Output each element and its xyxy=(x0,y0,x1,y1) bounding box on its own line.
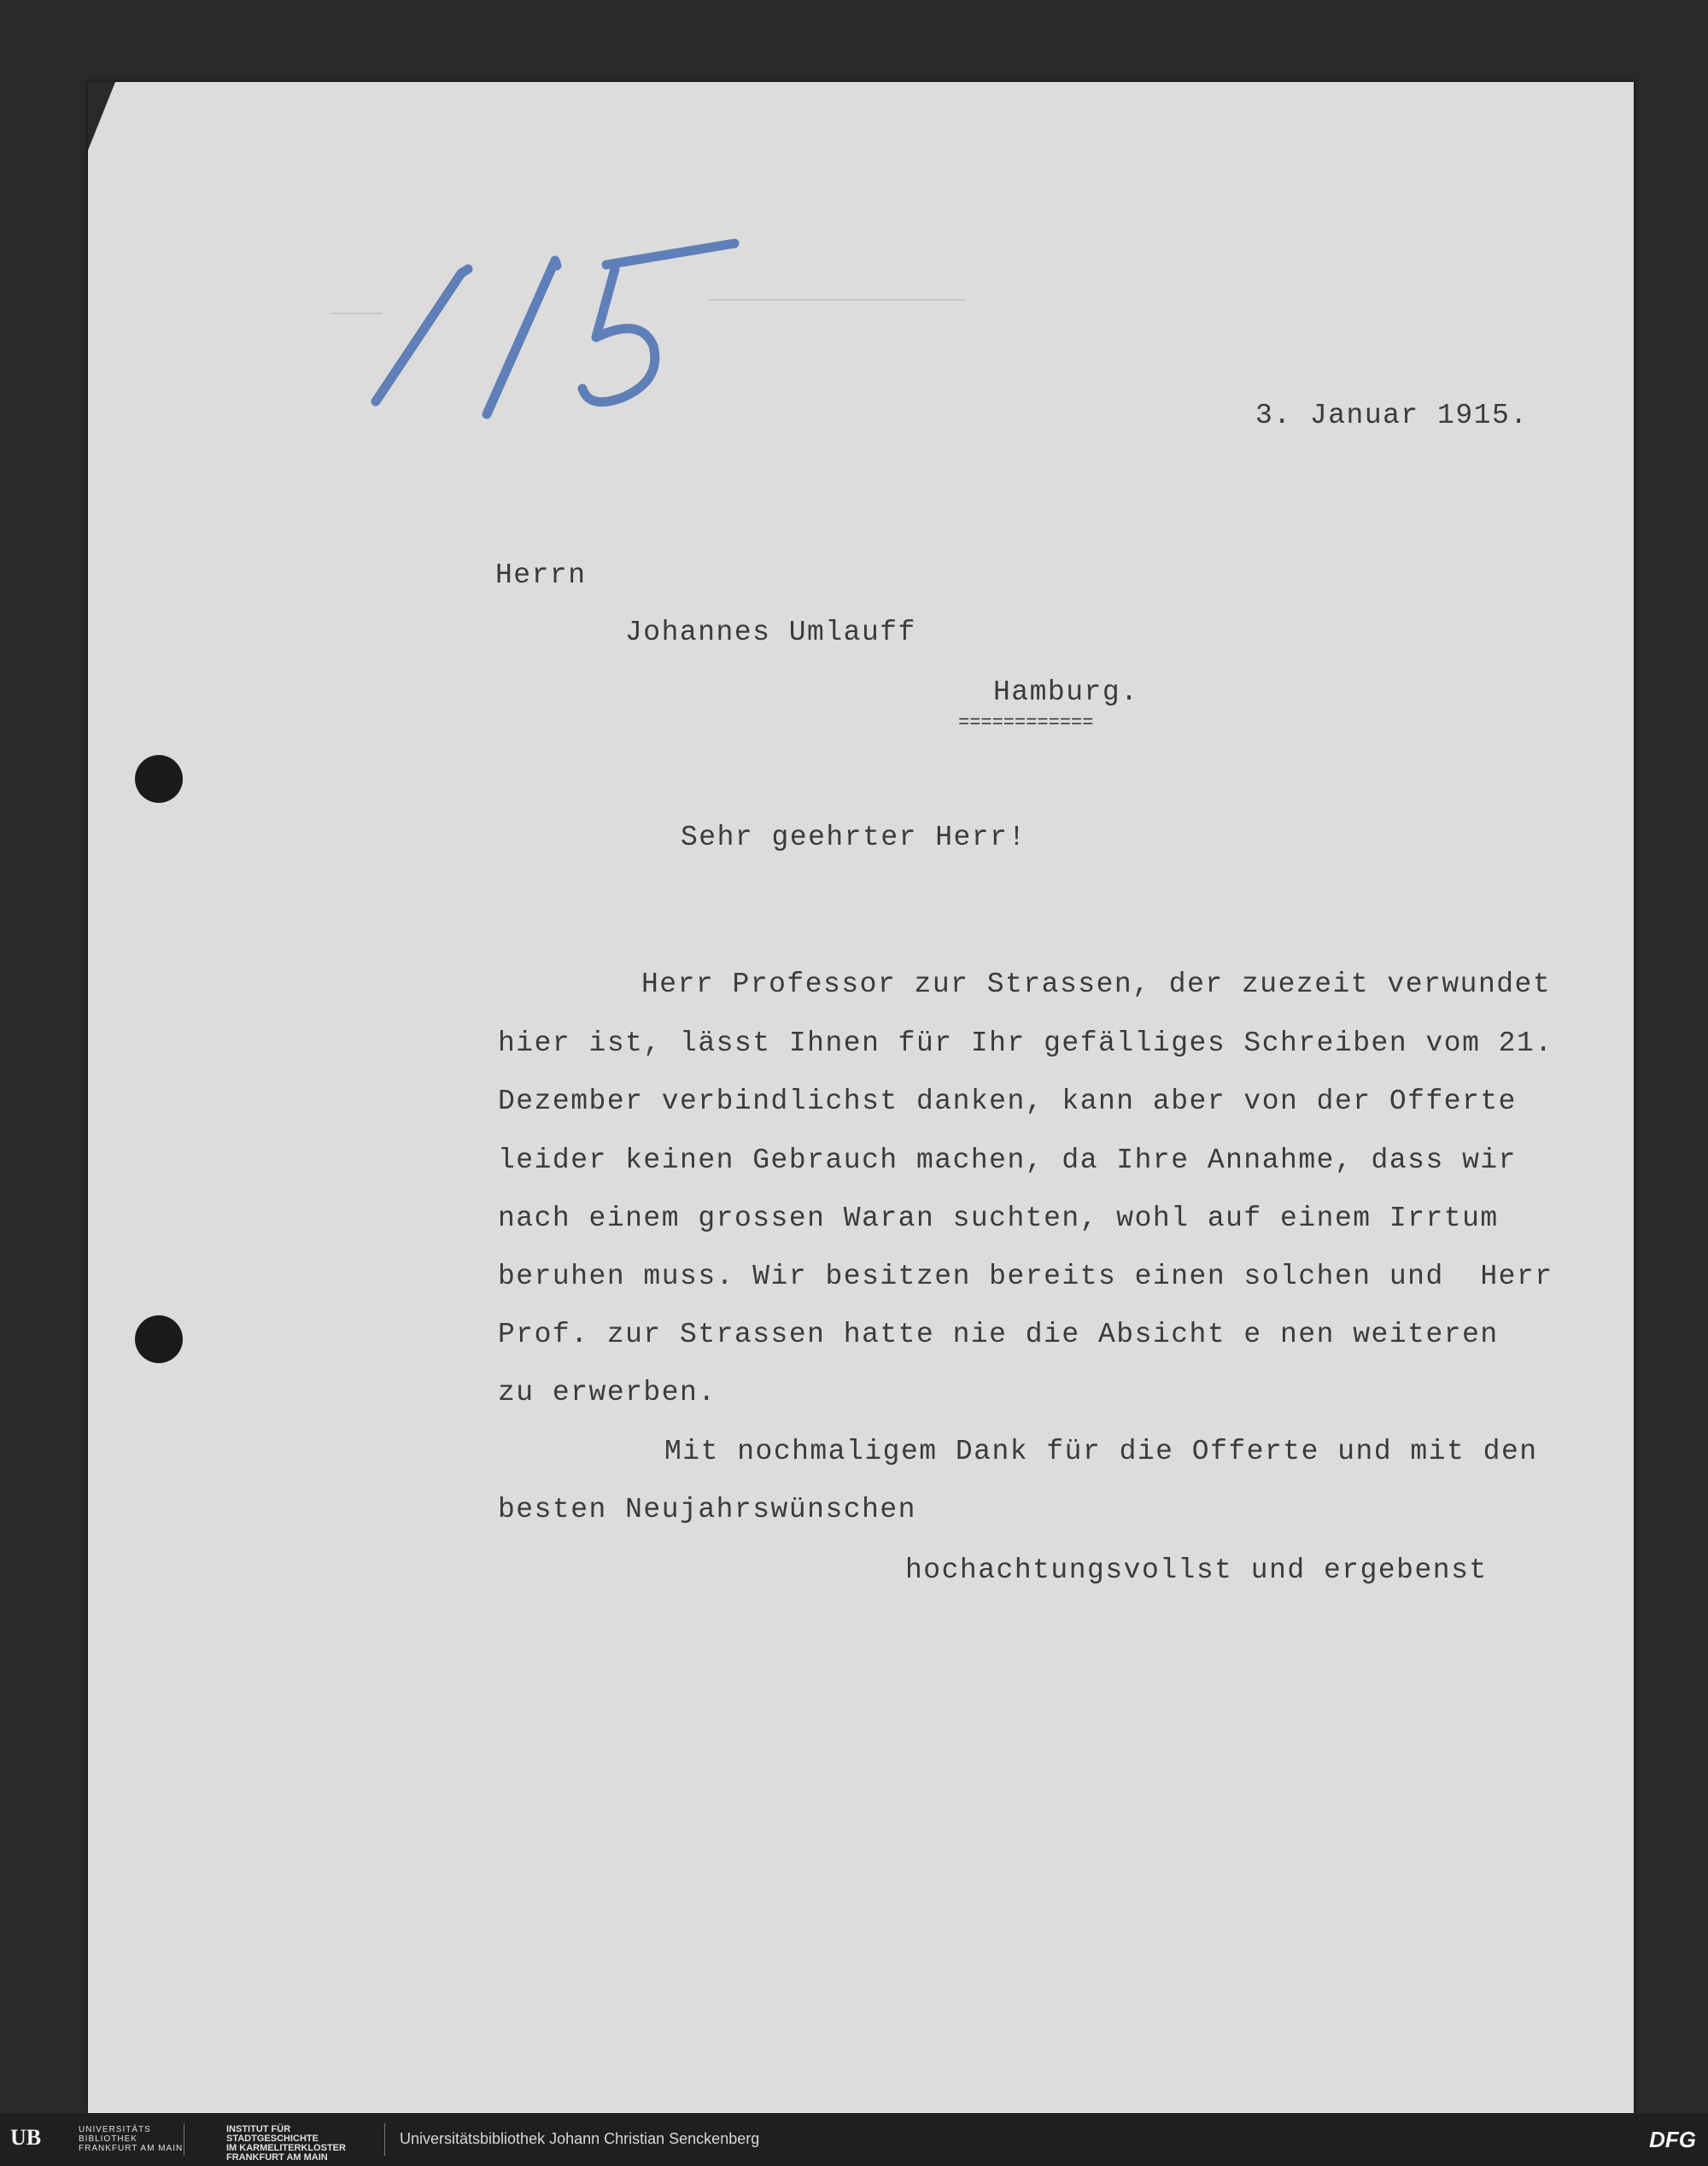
library-name: Universitätsbibliothek Johann Christian Senckenberg xyxy=(400,2130,760,2147)
institute-logo-text: INSTITUT FÜR STADTGESCHICHTE IM KARMELITERKLOSTER FRANKFURT AM MAIN xyxy=(226,2124,346,2163)
body-line: zu erwerben. xyxy=(498,1377,717,1408)
recipient-city-underline: ============ xyxy=(958,712,1094,734)
body-line: Herr Professor zur Strassen, der zuezeit verwundet xyxy=(641,969,1552,1000)
body-line: besten Neujahrswünschen xyxy=(498,1494,916,1525)
greeting: Sehr geehrter Herr! xyxy=(681,822,1027,853)
footer-bar xyxy=(0,2113,1708,2166)
letter-date: 3. Januar 1915. xyxy=(1255,400,1529,431)
paper-corner xyxy=(88,82,115,150)
recipient-name: Johannes Umlauff xyxy=(625,617,916,648)
recipient-city: Hamburg. xyxy=(993,676,1139,708)
punch-hole-top xyxy=(135,755,183,803)
body-line: Dezember verbindlichst danken, kann aber von der Offerte xyxy=(498,1086,1517,1117)
body-line: Prof. zur Strassen hatte nie die Absicht e nen weiteren xyxy=(498,1319,1499,1350)
body-line: leider keinen Gebrauch machen, da Ihre Annahme, dass wir xyxy=(498,1144,1517,1176)
body-line: hier ist, lässt Ihnen für Ihr gefälliges Schreiben vom 21. xyxy=(498,1027,1553,1059)
closing-formula: hochachtungsvollst und ergebenst xyxy=(905,1554,1488,1586)
archive-number-handwritten xyxy=(359,235,760,431)
recipient-salutation: Herrn xyxy=(495,559,587,591)
footer-separator xyxy=(384,2123,385,2156)
ub-logo: UB xyxy=(10,2125,42,2150)
body-line: nach einem grossen Waran suchten, wohl auf einem Irrtum xyxy=(498,1203,1499,1234)
ub-logo-text: UNIVERSITÄTS BIBLIOTHEK FRANKFURT AM MAIN xyxy=(79,2125,184,2153)
body-line: beruhen muss. Wir besitzen bereits einen solchen und Herr xyxy=(498,1261,1553,1292)
body-line: Mit nochmaligem Dank für die Offerte und mit den xyxy=(664,1436,1538,1467)
punch-hole-bottom xyxy=(135,1315,183,1363)
dfg-logo: DFG xyxy=(1649,2127,1696,2152)
